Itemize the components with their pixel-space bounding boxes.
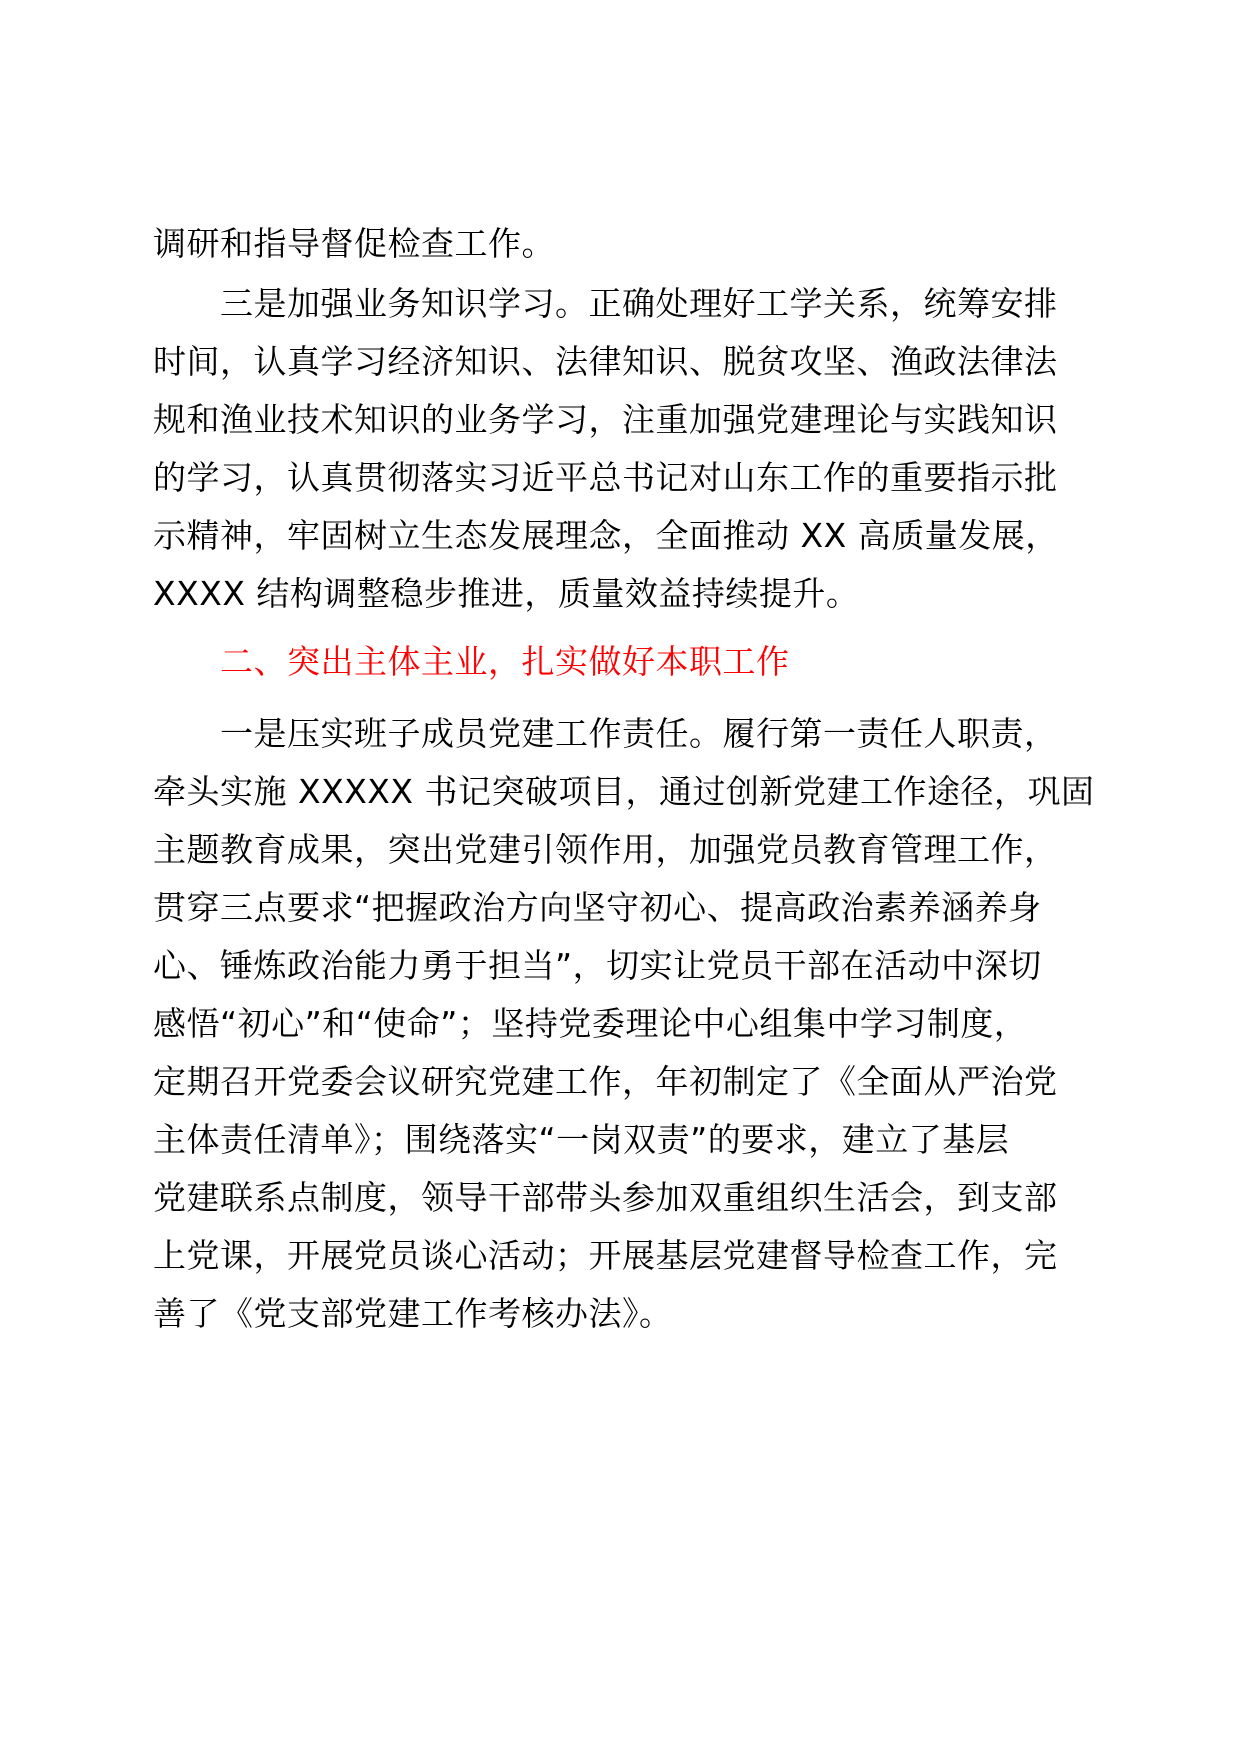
paragraph-one-line: 上党课，开展党员谈心活动；开展基层党建督导检查工作，完	[153, 1236, 1058, 1275]
paragraph-three-line: 示精神，牢固树立生态发展理念，全面推动 XX 高质量发展，	[153, 516, 1059, 555]
paragraph-one-line: 党建联系点制度，领导干部带头参加双重组织生活会，到支部	[153, 1178, 1058, 1217]
paragraph-one-line: 贯穿三点要求“把握政治方向坚守初心、提高政治素养涵养身	[153, 888, 1042, 927]
paragraph-three-line: 时间，认真学习经济知识、法律知识、脱贫攻坚、渔政法律法	[153, 342, 1058, 381]
paragraph-one-line: 主体责任清单》；围绕落实“一岗双责”的要求，建立了基层	[153, 1120, 1010, 1159]
paragraph-one-line: 善了《党支部党建工作考核办法》。	[153, 1294, 673, 1333]
paragraph-one-line: 心、锤炼政治能力勇于担当”，切实让党员干部在活动中深切	[153, 946, 1042, 985]
paragraph-three-line: 规和渔业技术知识的业务学习，注重加强党建理论与实践知识	[153, 400, 1058, 439]
paragraph-one-first-line: 一是压实班子成员党建工作责任。履行第一责任人职责，	[220, 714, 1058, 753]
paragraph-one-line: 主题教育成果，突出党建引领作用，加强党员教育管理工作，	[153, 830, 1058, 869]
paragraph-one-line: 感悟“初心”和“使命”；坚持党委理论中心组集中学习制度，	[153, 1004, 1028, 1043]
paragraph-three-line: 的学习，认真贯彻落实习近平总书记对山东工作的重要指示批	[153, 458, 1058, 497]
paragraph-three-line: XXXX 结构调整稳步推进，质量效益持续提升。	[153, 574, 860, 613]
paragraph-one-line: 牵头实施 XXXXX 书记突破项目，通过创新党建工作途径，巩固	[153, 772, 1095, 811]
paragraph-one-line: 定期召开党委会议研究党建工作，年初制定了《全面从严治党	[153, 1062, 1058, 1101]
paragraph-continuation-line: 调研和指导督促检查工作。	[153, 224, 555, 263]
paragraph-three-first-line: 三是加强业务知识学习。正确处理好工学关系，统筹安排	[220, 284, 1058, 323]
section-heading: 二、突出主体主业，扎实做好本职工作	[220, 642, 790, 681]
